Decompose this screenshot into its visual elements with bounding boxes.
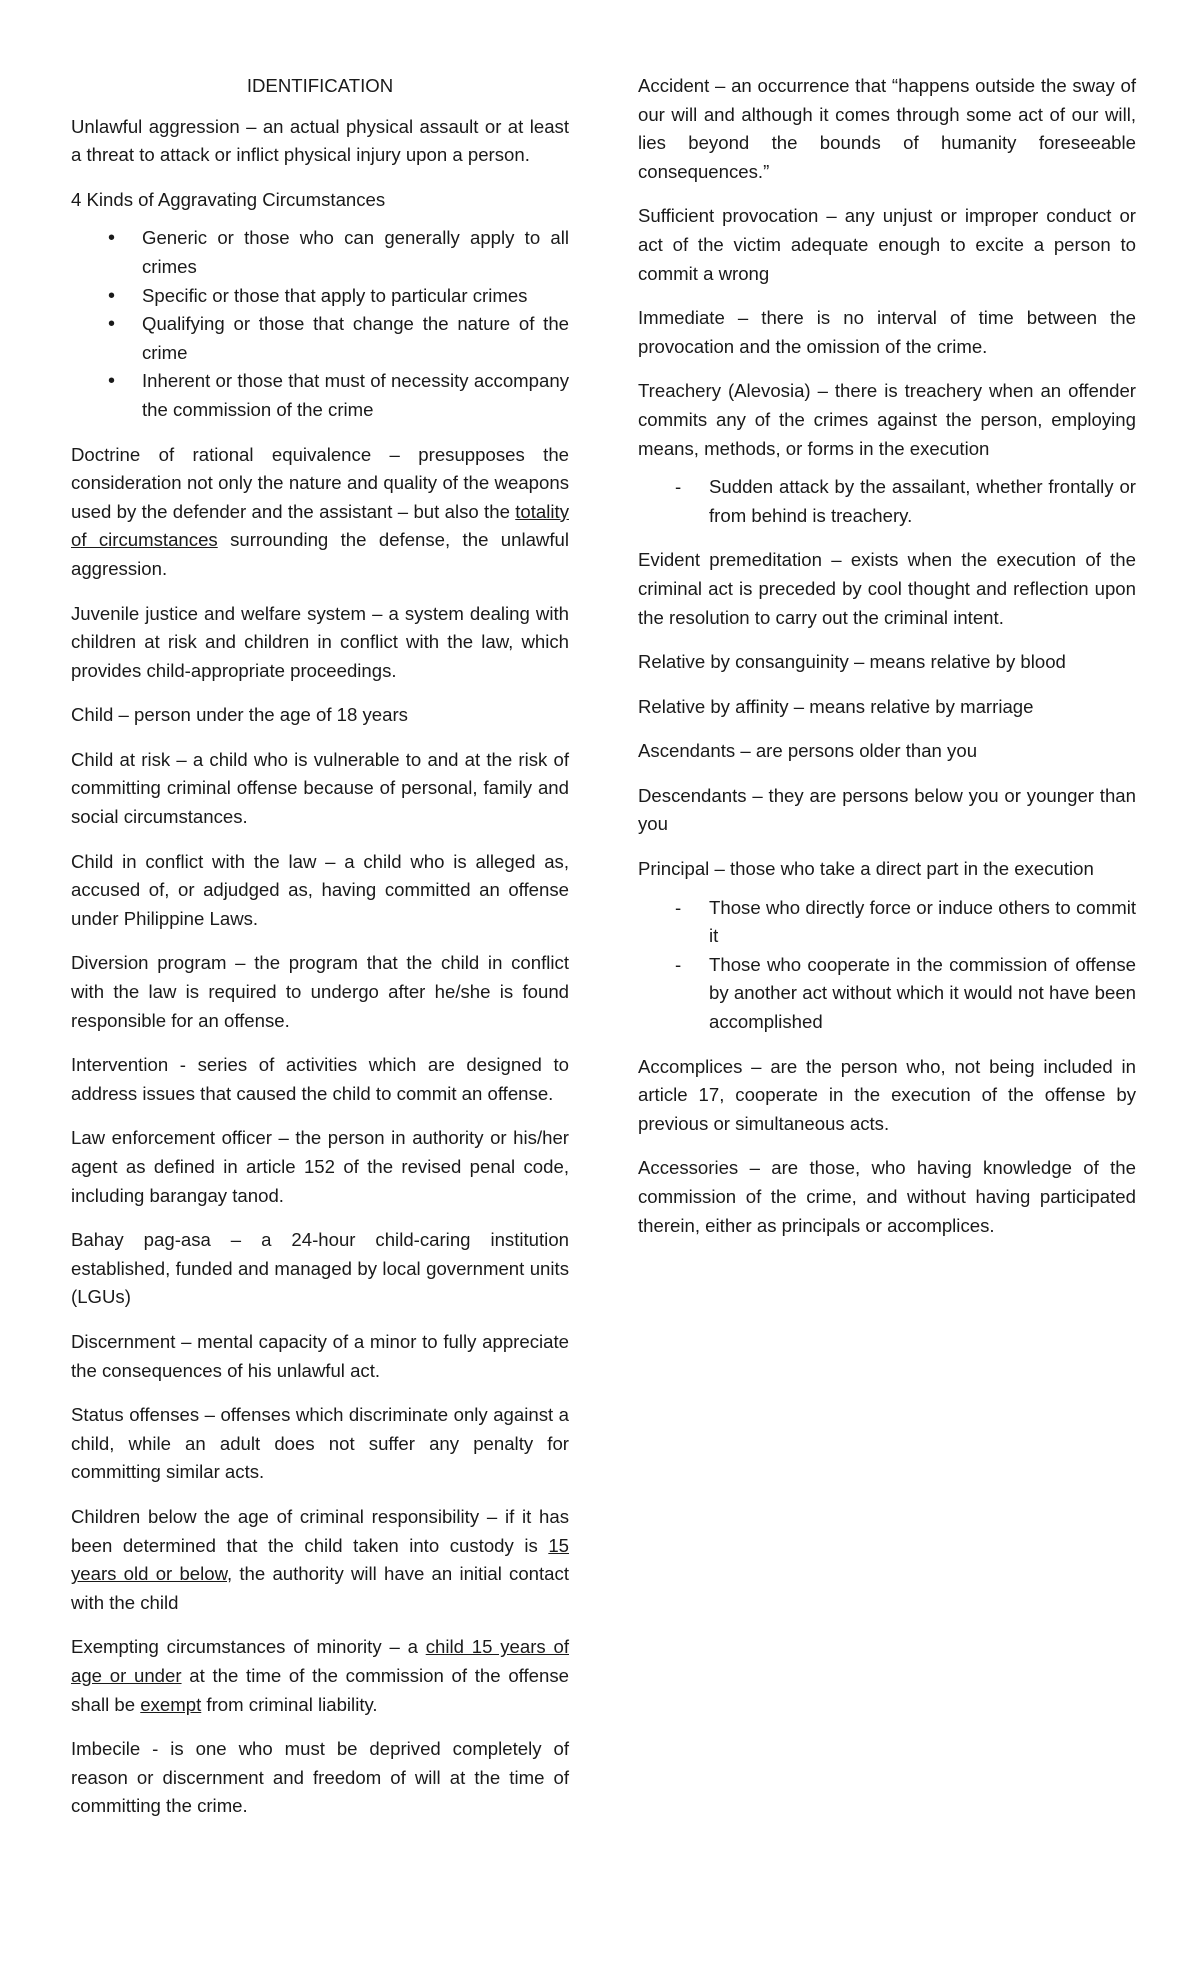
definition-principal: Principal – those who take a direct part in the execution bbox=[638, 858, 1094, 880]
definition-ascendants: Ascendants – are persons older than you bbox=[638, 740, 978, 762]
definition-child-at-risk: Child at risk – a child who is vulnerable to and at the risk of committing criminal offense because of personal, family and social circumstances. bbox=[71, 748, 569, 828]
page-heading: IDENTIFICATION bbox=[246, 75, 394, 96]
text-segment: Children below the age of criminal responsibility – if it has been determined that the child taken into custody is bbox=[71, 1505, 569, 1556]
definition-descendants: Descendants – they are persons below you or younger than you bbox=[638, 784, 1136, 835]
definition-exempting-minority bbox=[71, 1633, 569, 1719]
definition-sufficient-provocation: Sufficient provocation – any unjust or improper conduct or act of the victim adequate enough to excite a person to commit a wrong bbox=[638, 205, 1136, 284]
underlined-text: exempt bbox=[140, 1693, 202, 1715]
underlined-text: totality of circumstances bbox=[71, 500, 569, 551]
definition-immediate: Immediate – there is no interval of time between the provocation and the omission of the crime. bbox=[638, 307, 1136, 357]
definition-unlawful-aggression: Unlawful aggression – an actual physical assault or at least a threat to attack or inflict physical injury upon a person. bbox=[71, 115, 569, 166]
definition-intervention: Intervention - series of activities which are designed to address issues that caused the child to commit an offense. bbox=[71, 1054, 569, 1104]
text-segment: from criminal liability. bbox=[201, 1693, 378, 1715]
definition-accident: Accident – an occurrence that “happens outside the sway of our will and although it comes through some act of our will, lies beyond the bounds of humanity foreseeable consequences.” bbox=[638, 75, 1136, 182]
list-item: - Sudden attack by the assailant, whether frontally or from behind is treachery. bbox=[638, 473, 1136, 530]
principal-list bbox=[638, 894, 1136, 1037]
definition-children-below-age bbox=[71, 1503, 569, 1617]
list-item: - Those who directly force or induce others to commit it bbox=[638, 894, 1136, 951]
text-segment: at the time of the commission of the offense shall be bbox=[71, 1664, 569, 1715]
left-column bbox=[71, 72, 569, 1837]
definition-status-offenses: Status offenses – offenses which discriminate only against a child, while an adult does not suffer any penalty for committing similar acts. bbox=[71, 1404, 569, 1483]
definition-child: Child – person under the age of 18 years bbox=[71, 704, 408, 726]
text-segment: , the authority will have an initial contact with the child bbox=[71, 1563, 569, 1613]
underlined-text: child 15 years of age or under bbox=[71, 1636, 569, 1686]
definition-imbecile: Imbecile - is one who must be deprived completely of reason or discernment and freedom of will at the time of committing the crime. bbox=[71, 1738, 569, 1817]
list-item: - Those who cooperate in the commission of offense by another act without which it would not have been accomplished bbox=[638, 951, 1136, 1037]
text-segment: Doctrine of rational equivalence – presupposes the consideration not only the nature and quality of the weapons used by the defender and the assistant – but also the bbox=[71, 443, 569, 522]
list-item: • Qualifying or those that change the nature of the crime bbox=[71, 310, 569, 367]
treachery-list bbox=[638, 473, 1136, 530]
definition-child-in-conflict: Child in conflict with the law – a child who is alleged as, accused of, or adjudged as, having committed an offense under Philippine Laws. bbox=[71, 850, 569, 929]
definition-discernment: Discernment – mental capacity of a minor to fully appreciate the consequences of his unlawful act. bbox=[71, 1330, 569, 1381]
definition-diversion-program: Diversion program – the program that the child in conflict with the law is required to undergo after he/she is found responsible for an offense. bbox=[71, 952, 569, 1031]
underlined-text: 15 years old or below bbox=[71, 1534, 569, 1585]
definition-bahay-pag-asa: Bahay pag-asa – a 24-hour child-caring institution established, funded and managed by local government units (LGUs) bbox=[71, 1229, 569, 1308]
definition-juvenile-justice: Juvenile justice and welfare system – a system dealing with children at risk and children in conflict with the law, which provides child-appropriate proceedings. bbox=[71, 602, 569, 681]
definition-relative-consanguinity: Relative by consanguinity – means relative by blood bbox=[638, 651, 1066, 673]
definition-accomplices: Accomplices – are the person who, not being included in article 17, cooperate in the execution of the offense by previous or simultaneous acts. bbox=[638, 1055, 1136, 1134]
list-item: • Inherent or those that must of necessity accompany the commission of the crime bbox=[71, 367, 569, 424]
definition-rational-equivalence bbox=[71, 441, 569, 584]
list-item: • Specific or those that apply to particular crimes bbox=[71, 282, 569, 311]
definition-law-enforcement: Law enforcement officer – the person in authority or his/her agent as defined in article 152 of the revised penal code, including barangay tanod. bbox=[71, 1127, 569, 1206]
text-segment: surrounding the defense, the unlawful aggression. bbox=[71, 529, 569, 579]
definition-accessories: Accessories – are those, who having knowledge of the commission of the crime, and without having participated therein, either as principals or accomplices. bbox=[638, 1157, 1136, 1236]
aggravating-circumstances-title: 4 Kinds of Aggravating Circumstances bbox=[71, 188, 386, 210]
right-column bbox=[638, 72, 1136, 1256]
definition-treachery: Treachery (Alevosia) – there is treachery when an offender commits any of the crimes against the person, employing means, methods, or forms in the execution bbox=[638, 380, 1136, 459]
list-item: • Generic or those who can generally apply to all crimes bbox=[71, 224, 569, 281]
aggravating-circumstances-list bbox=[71, 224, 569, 424]
definition-relative-affinity: Relative by affinity – means relative by marriage bbox=[638, 695, 1034, 717]
definition-evident-premeditation: Evident premeditation – exists when the execution of the criminal act is preceded by cool thought and reflection upon the resolution to carry out the criminal intent. bbox=[638, 549, 1136, 628]
text-segment: Exempting circumstances of minority – a bbox=[71, 1636, 426, 1658]
